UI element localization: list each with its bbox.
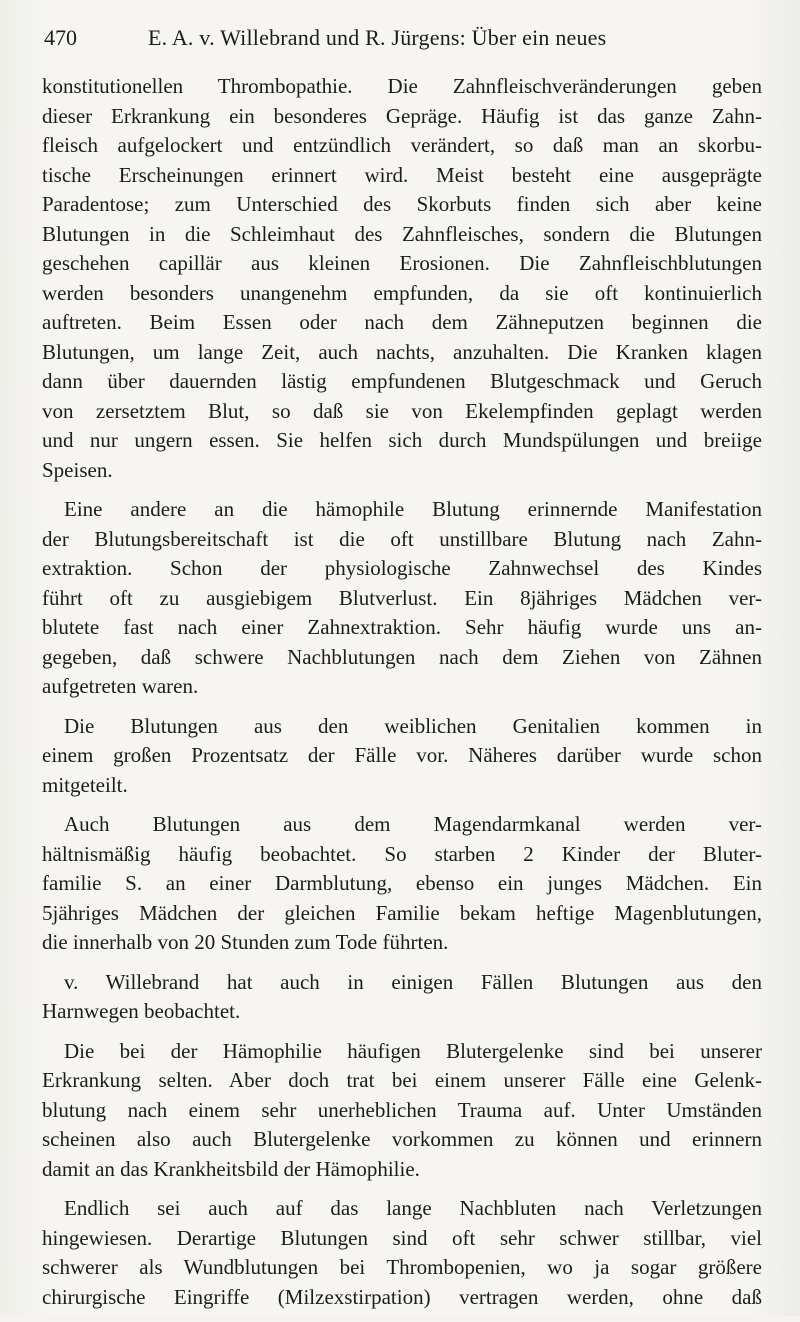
text-line: Eine andere an die hämophile Blutung erinnernde Manifestation (64, 497, 762, 521)
text-line: damit an das Krankheitsbild der Hämophilie. (42, 1156, 420, 1181)
text-line: geschehen capillär aus kleinen Erosionen. Die Zahnfleischblutungen (42, 251, 762, 275)
page-number: 470 (44, 25, 77, 50)
text-line: Paradentose; zum Unterschied des Skorbuts finden sich aber keine (42, 192, 762, 216)
paragraph (42, 810, 762, 958)
text-line: familie S. an einer Darmblutung, ebenso ein junges Mädchen. Ein (42, 871, 762, 895)
text-line: und nur ungern essen. Sie helfen sich durch Mundspülungen und breiige (42, 428, 762, 452)
text-line: Harnwegen beobachtet. (42, 999, 241, 1023)
paragraph (42, 1194, 762, 1312)
paragraph (42, 1037, 762, 1185)
text-line: die innerhalb von 20 Stunden zum Tode führten. (42, 930, 449, 954)
text-line: tische Erscheinungen erinnert wird. Meist besteht eine ausgeprägte (42, 162, 762, 187)
text-line: einem großen Prozentsatz der Fälle vor. Näheres darüber wurde schon (42, 743, 762, 767)
text-line: Auch Blutungen aus dem Magendarmkanal werden ver- (64, 812, 762, 836)
text-line: 5jähriges Mädchen der gleichen Familie bekam heftige Magenblutungen, (42, 900, 762, 925)
text-line: schwerer als Wundblutungen bei Thrombopenien, wo ja sogar größere (42, 1255, 762, 1279)
running-head-title: E. A. v. Willebrand und R. Jürgens: Über ein neues (148, 25, 607, 50)
paragraph (42, 968, 762, 1027)
text-line: Speisen. (42, 457, 113, 482)
text-line: Blutungen in die Schleimhaut des Zahnfleisches, sondern die Blutungen (42, 221, 762, 246)
text-line: Blutungen, um lange Zeit, auch nachts, anzuhalten. Die Kranken klagen (42, 339, 762, 364)
text-line: von zersetztem Blut, so daß sie von Ekelempfinden geplagt werden (42, 398, 762, 423)
text-line: führt oft zu ausgiebigem Blutverlust. Ein 8jähriges Mädchen ver- (42, 585, 762, 610)
text-line: hältnismäßig häufig beobachtet. So starben 2 Kinder der Bluter- (42, 841, 762, 866)
text-line: konstitutionellen Thrombopathie. Die Zahnfleischveränderungen geben (42, 74, 762, 98)
body-text (42, 72, 762, 1322)
text-line: chirurgische Eingriffe (Milzexstirpation) vertragen werden, ohne daß (42, 1284, 762, 1309)
text-line: dann über dauernden lästig empfundenen Blutgeschmack und Geruch (42, 369, 762, 393)
text-line: fleisch aufgelockert und entzündlich verändert, so daß man an skorbu- (42, 133, 762, 157)
text-line: Erkrankung selten. Aber doch trat bei einem unserer Fälle eine Gelenk- (42, 1068, 762, 1092)
text-line: hingewiesen. Derartige Blutungen sind oft sehr schwer stillbar, viel (42, 1225, 762, 1250)
running-head (44, 22, 764, 54)
text-line: blutete fast nach einer Zahnextraktion. Sehr häufig wurde uns an- (42, 615, 762, 639)
paragraph (42, 495, 762, 702)
text-line: extraktion. Schon der physiologische Zahnwechsel des Kindes (42, 556, 762, 580)
text-line: v. Willebrand hat auch in einigen Fällen Blutungen aus den (64, 969, 762, 994)
text-line: der Blutungsbereitschaft ist die oft unstillbare Blutung nach Zahn- (42, 526, 762, 551)
text-line: mitgeteilt. (42, 772, 128, 797)
paragraph (42, 72, 762, 485)
text-line: scheinen also auch Blutergelenke vorkommen zu können und erinnern (42, 1127, 762, 1151)
paragraph (42, 712, 762, 801)
text-line: gegeben, daß schwere Nachblutungen nach dem Ziehen von Zähnen (42, 644, 762, 669)
text-line: Endlich sei auch auf das lange Nachbluten nach Verletzungen (64, 1196, 762, 1220)
text-line: auftreten. Beim Essen oder nach dem Zähneputzen beginnen die (42, 310, 762, 334)
text-line: Die Blutungen aus den weiblichen Genitalien kommen in (64, 713, 762, 738)
text-line: blutung nach einem sehr unerheblichen Trauma auf. Unter Umständen (42, 1097, 762, 1122)
text-line: werden besonders unangenehm empfunden, da sie oft kontinuierlich (42, 280, 762, 305)
text-line: dieser Erkrankung ein besonderes Gepräge. Häufig ist das ganze Zahn- (42, 103, 762, 128)
text-line: Die bei der Hämophilie häufigen Blutergelenke sind bei unserer (64, 1038, 762, 1063)
text-line: aufgetreten waren. (42, 674, 199, 698)
